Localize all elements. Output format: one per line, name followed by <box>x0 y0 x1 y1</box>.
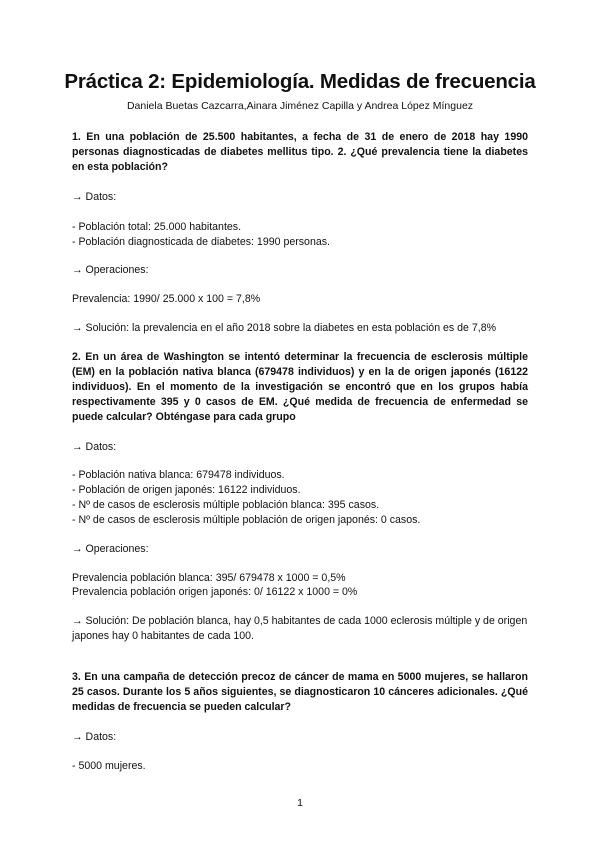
q2-dato-2: - Población de origen japonés: 16122 individuos. <box>72 484 301 496</box>
q1-datos-label: → Datos: <box>72 191 117 203</box>
q1-operaciones-label: → Operaciones: <box>72 264 149 276</box>
q2-operaciones-label: → Operaciones: <box>72 543 149 555</box>
q1-operacion-1: Prevalencia: 1990/ 25.000 x 100 = 7,8% <box>72 293 261 305</box>
q2-solucion: → Solución: De población blanca, hay 0,5 habitantes de cada 1000 eclerosis múltiple y de origen japones hay 0 habitantes de cada 100. <box>72 615 528 642</box>
q2-datos-label: → Datos: <box>72 441 117 453</box>
question-2: 2. En un área de Washington se intentó determinar la frecuencia de esclerosis múltiple (EM) en la población nativa blanca (679478 individuos) y en la de origen japonés (16122 individuos). En el momento de la investigación se encontró que en los grupos había respectivamente 395 y 0 casos de EM. ¿Qué medida de frecuencia de enfermedad se puede calcular? Obténgase para cada grupo <box>72 351 528 423</box>
question-3: 3. En una campaña de detección precoz de cáncer de mama en 5000 mujeres, se hallaron 25 casos. Durante los 5 años siguientes, se diagnosticaron 10 cánceres adicionales. ¿Qué medidas de frecuencia se pueden calcular? <box>72 671 528 713</box>
q3-dato-1: - 5000 mujeres. <box>72 760 146 772</box>
q2-dato-1: - Población nativa blanca: 679478 individuos. <box>72 469 285 481</box>
q2-dato-3: - Nº de casos de esclerosis múltiple población blanca: 395 casos. <box>72 499 380 511</box>
q3-datos-label: → Datos: <box>72 731 117 743</box>
page-number: 1 <box>297 797 303 809</box>
q1-dato-2: - Población diagnosticada de diabetes: 1990 personas. <box>72 236 330 248</box>
question-1: 1. En una población de 25.500 habitantes, a fecha de 31 de enero de 2018 hay 1990 personas diagnosticadas de diabetes mellitus tipo. 2. ¿Qué prevalencia tiene la diabetes en esta población? <box>72 131 528 173</box>
q2-dato-4: - Nº de casos de esclerosis múltiple población de origen japonés: 0 casos. <box>72 514 421 526</box>
q2-operacion-2: Prevalencia población origen japonés: 0/ 16122 x 1000 = 0% <box>72 586 358 598</box>
q1-solucion: → Solución: la prevalencia en el año 2018 sobre la diabetes en esta población es de 7,8% <box>72 322 497 334</box>
document-authors: Daniela Buetas Cazcarra,Ainara Jiménez Capilla y Andrea López Mínguez <box>126 100 474 112</box>
document-title: Práctica 2: Epidemiología. Medidas de frecuencia <box>64 70 536 93</box>
q1-dato-1: - Población total: 25.000 habitantes. <box>72 221 242 233</box>
q2-operacion-1: Prevalencia población blanca: 395/ 679478 x 1000 = 0,5% <box>72 572 346 584</box>
